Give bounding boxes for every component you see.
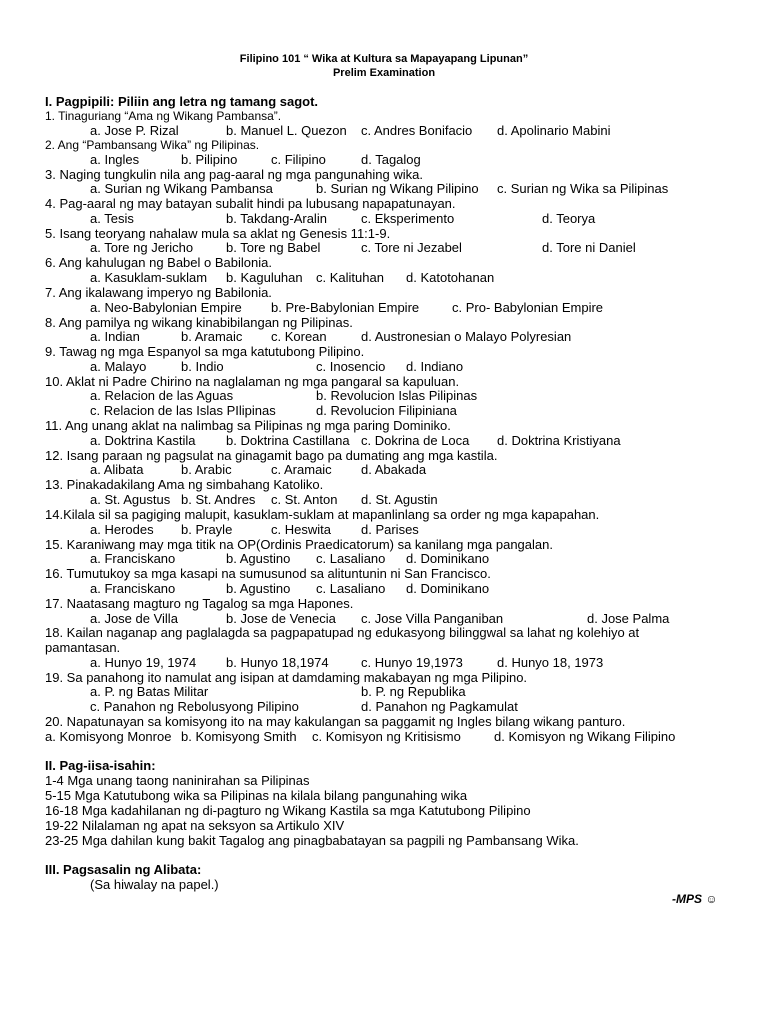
- question-6: 6. Ang kahulugan ng Babel o Babilonia.: [45, 255, 272, 270]
- q14-choice-a: a. Herodes: [90, 522, 154, 537]
- q15-choice-a: a. Franciskano: [90, 551, 176, 566]
- q16-choice-b: b. Agustino: [226, 581, 291, 596]
- q18-choice-c: c. Hunyo 19,1973: [361, 655, 463, 670]
- question-16: 16. Tumutukoy sa mga kasapi na sumusunod sa alituntunin ni San Francisco.: [45, 566, 491, 581]
- q8-choice-c: c. Korean: [271, 329, 327, 344]
- signature: -MPS ☺: [672, 892, 718, 906]
- q19-choice-d: d. Panahon ng Pagkamulat: [361, 699, 518, 714]
- q20-choice-d: d. Komisyon ng Wikang Filipino: [494, 729, 676, 744]
- q9-choice-c: c. Inosencio: [316, 359, 386, 374]
- q11-choice-c: c. Dokrina de Loca: [361, 433, 470, 448]
- part2-item: 23-25 Mga dahilan kung bakit Tagalog ang pinagbabatayan sa pagpili ng Pambansang Wika.: [45, 833, 579, 848]
- question-20: 20. Napatunayan sa komisyong ito na may kakulangan sa paggamit ng Ingles bilang wikang panturo.: [45, 714, 626, 729]
- q6-choice-d: d. Katotohanan: [406, 270, 495, 285]
- question-18: 18. Kailan naganap ang paglalagda sa pagpapatupad ng edukasyong bilinggwal sa lahat ng kolehiyo at: [45, 625, 640, 640]
- q18-choice-d: d. Hunyo 18, 1973: [497, 655, 604, 670]
- question-5: 5. Isang teoryang nahalaw mula sa aklat ng Genesis 11:1-9.: [45, 226, 391, 241]
- question-9: 9. Tawag ng mga Espanyol sa mga katutubong Pilipino.: [45, 344, 365, 359]
- q14-choice-b: b. Prayle: [181, 522, 233, 537]
- part2-item: 16-18 Mga kadahilanan ng di-pagturo ng Wikang Kastila sa mga Katutubong Pilipino: [45, 803, 531, 818]
- question-13: 13. Pinakadakilang Ama ng simbahang Katoliko.: [45, 477, 324, 492]
- q19-choice-c: c. Panahon ng Rebolusyong Pilipino: [90, 699, 299, 714]
- part2-item: 1-4 Mga unang taong naninirahan sa Pilipinas: [45, 773, 310, 788]
- q6-choice-c: c. Kalituhan: [316, 270, 384, 285]
- q8-choice-d: d. Austronesian o Malayo Polyresian: [361, 329, 572, 344]
- q11-choice-a: a. Doktrina Kastila: [90, 433, 196, 448]
- q5-choice-b: b. Tore ng Babel: [226, 240, 321, 255]
- q6-choice-b: b. Kaguluhan: [226, 270, 303, 285]
- q9-choice-d: d. Indiano: [406, 359, 464, 374]
- part2-heading: II. Pag-iisa-isahin:: [45, 758, 156, 773]
- q10-choice-a: a. Relacion de las Aguas: [90, 388, 234, 403]
- q13-choice-a: a. St. Agustus: [90, 492, 171, 507]
- q2-choice-d: d. Tagalog: [361, 152, 421, 167]
- q5-choice-d: d. Tore ni Daniel: [542, 240, 636, 255]
- q5-choice-c: c. Tore ni Jezabel: [361, 240, 462, 255]
- q4-choice-c: c. Eksperimento: [361, 211, 455, 226]
- q2-choice-c: c. Filipino: [271, 152, 326, 167]
- q18-choice-b: b. Hunyo 18,1974: [226, 655, 329, 670]
- q19-choice-a: a. P. ng Batas Militar: [90, 684, 209, 699]
- q7-choice-c: c. Pro- Babylonian Empire: [452, 300, 604, 315]
- q17-choice-d: d. Jose Palma: [587, 611, 670, 626]
- q1-choice-d: d. Apolinario Mabini: [497, 123, 611, 138]
- q12-choice-b: b. Arabic: [181, 462, 232, 477]
- question-8: 8. Ang pamilya ng wikang kinabibilangan ng Pilipinas.: [45, 315, 353, 330]
- part3-heading: III. Pagsasalin ng Alibata:: [45, 862, 202, 877]
- q15-choice-c: c. Lasaliano: [316, 551, 386, 566]
- q14-choice-c: c. Heswita: [271, 522, 331, 537]
- q1-choice-a: a. Jose P. Rizal: [90, 123, 179, 138]
- q4-choice-a: a. Tesis: [90, 211, 134, 226]
- q10-choice-b: b. Revolucion Islas Pilipinas: [316, 388, 478, 403]
- question-19: 19. Sa panahong ito namulat ang isipan at damdaming makabayan ng mga Pilipino.: [45, 670, 528, 685]
- question-10: 10. Aklat ni Padre Chirino na naglalaman ng mga pangaral sa kapuluan.: [45, 374, 460, 389]
- q13-choice-b: b. St. Andres: [181, 492, 256, 507]
- q15-choice-b: b. Agustino: [226, 551, 291, 566]
- question-14: 14.Kilala sil sa pagiging malupit, kasuklam-suklam at mapanlinlang sa order ng mga kapapahan.: [45, 507, 600, 522]
- part1-heading: I. Pagpipili: Piliin ang letra ng tamang sagot.: [45, 94, 319, 109]
- q10-choice-c: c. Relacion de las Islas PIlipinas: [90, 403, 276, 418]
- q9-choice-a: a. Malayo: [90, 359, 147, 374]
- q16-choice-c: c. Lasaliano: [316, 581, 386, 596]
- q16-choice-a: a. Franciskano: [90, 581, 176, 596]
- question-2: 2. Ang “Pambansang Wika” ng Pilipinas.: [45, 138, 260, 152]
- q4-choice-d: d. Teorya: [542, 211, 596, 226]
- q2-choice-b: b. Pilipino: [181, 152, 238, 167]
- q17-choice-a: a. Jose de Villa: [90, 611, 178, 626]
- q1-choice-c: c. Andres Bonifacio: [361, 123, 473, 138]
- q13-choice-d: d. St. Agustin: [361, 492, 438, 507]
- q17-choice-b: b. Jose de Venecia: [226, 611, 336, 626]
- q19-choice-b: b. P. ng Republika: [361, 684, 466, 699]
- q20-choice-c: c. Komisyon ng Kritisismo: [312, 729, 461, 744]
- q6-choice-a: a. Kasuklam-suklam: [90, 270, 208, 285]
- q3-choice-c: c. Surian ng Wika sa Pilipinas: [497, 181, 669, 196]
- q15-choice-d: d. Dominikano: [406, 551, 490, 566]
- q14-choice-d: d. Parises: [361, 522, 419, 537]
- q7-choice-a: a. Neo-Babylonian Empire: [90, 300, 242, 315]
- q17-choice-c: c. Jose Villa Panganiban: [361, 611, 504, 626]
- exam-title: Filipino 101 “ Wika at Kultura sa Mapayapang Lipunan”: [239, 53, 529, 65]
- exam-subtitle: Prelim Examination: [332, 67, 436, 79]
- q10-choice-d: d. Revolucion Filipiniana: [316, 403, 457, 418]
- q16-choice-d: d. Dominikano: [406, 581, 490, 596]
- q9-choice-b: b. Indio: [181, 359, 224, 374]
- q5-choice-a: a. Tore ng Jericho: [90, 240, 194, 255]
- question-1: 1. Tinaguriang “Ama ng Wikang Pambansa”.: [45, 109, 282, 123]
- q20-choice-a: a. Komisyong Monroe: [45, 729, 172, 744]
- q2-choice-a: a. Ingles: [90, 152, 140, 167]
- q13-choice-c: c. St. Anton: [271, 492, 338, 507]
- q12-choice-a: a. Alibata: [90, 462, 144, 477]
- part2-item: 5-15 Mga Katutubong wika sa Pilipinas na kilala bilang pangunahing wika: [45, 788, 468, 803]
- question-12: 12. Isang paraan ng pagsulat na ginagamit bago pa dumating ang mga kastila.: [45, 448, 498, 463]
- q11-choice-d: d. Doktrina Kristiyana: [497, 433, 621, 448]
- q3-choice-a: a. Surian ng Wikang Pambansa: [90, 181, 273, 196]
- q12-choice-c: c. Aramaic: [271, 462, 332, 477]
- q8-choice-a: a. Indian: [90, 329, 140, 344]
- q3-choice-b: b. Surian ng Wikang Pilipino: [316, 181, 479, 196]
- q18-choice-a: a. Hunyo 19, 1974: [90, 655, 197, 670]
- q8-choice-b: b. Aramaic: [181, 329, 243, 344]
- q1-choice-b: b. Manuel L. Quezon: [226, 123, 347, 138]
- question-3: 3. Naging tungkulin nila ang pag-aaral ng mga pangunahing wika.: [45, 167, 423, 182]
- question-15: 15. Karaniwang may mga titik na OP(Ordinis Praedicatorum) sa kanilang mga pangalan.: [45, 537, 553, 552]
- question-4: 4. Pag-aaral ng may batayan subalit hindi pa lubusang napapatunayan.: [45, 196, 456, 211]
- question-7: 7. Ang ikalawang imperyo ng Babilonia.: [45, 285, 272, 300]
- q4-choice-b: b. Takdang-Aralin: [226, 211, 327, 226]
- question-17: 17. Naatasang magturo ng Tagalog sa mga Hapones.: [45, 596, 354, 611]
- part3-note: (Sa hiwalay na papel.): [90, 877, 219, 892]
- q12-choice-d: d. Abakada: [361, 462, 427, 477]
- question-18-continued: pamantasan.: [45, 640, 121, 655]
- q11-choice-b: b. Doktrina Castillana: [226, 433, 350, 448]
- q20-choice-b: b. Komisyong Smith: [181, 729, 297, 744]
- q7-choice-b: b. Pre-Babylonian Empire: [271, 300, 420, 315]
- part2-item: 19-22 Nilalaman ng apat na seksyon sa Artikulo XIV: [45, 818, 345, 833]
- question-11: 11. Ang unang aklat na nalimbag sa Pilipinas ng mga paring Dominiko.: [45, 418, 451, 433]
